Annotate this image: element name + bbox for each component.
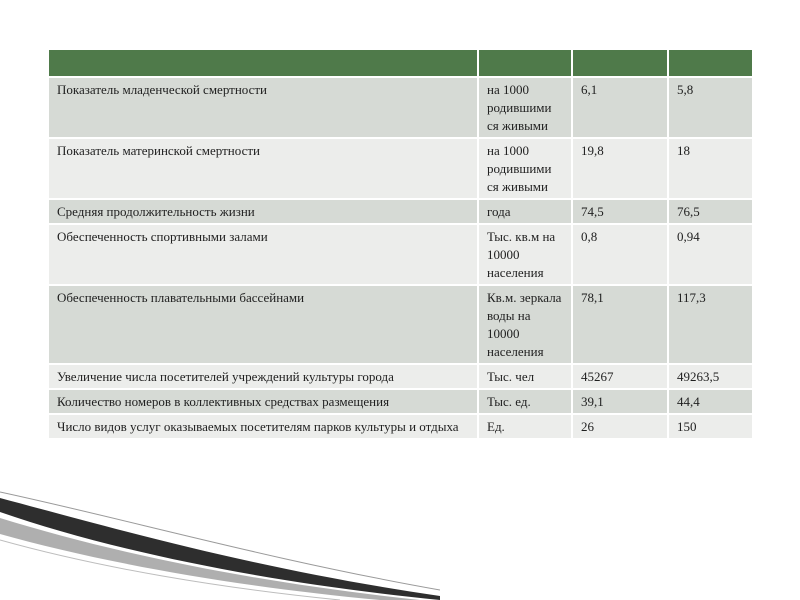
header-cell-value-2: [668, 49, 753, 77]
indicator-cell: Число видов услуг оказываемых посетителям парков культуры и отдыха: [48, 414, 478, 439]
indicator-cell: Обеспеченность спортивными залами: [48, 224, 478, 285]
unit-cell: года: [478, 199, 572, 224]
value-1-cell: 6,1: [572, 77, 668, 138]
table-row: [48, 224, 753, 285]
decorative-swoosh: [0, 490, 440, 600]
indicator-cell: Увеличение числа посетителей учреждений культуры города: [48, 364, 478, 389]
value-1-cell: 45267: [572, 364, 668, 389]
unit-cell: Кв.м. зеркала воды на 10000 населения: [478, 285, 572, 364]
indicator-cell: Обеспеченность плавательными бассейнами: [48, 285, 478, 364]
value-2-cell: 44,4: [668, 389, 753, 414]
value-1-cell: 78,1: [572, 285, 668, 364]
value-2-cell: 0,94: [668, 224, 753, 285]
unit-cell: Ед.: [478, 414, 572, 439]
unit-cell: Тыс. ед.: [478, 389, 572, 414]
value-2-cell: 117,3: [668, 285, 753, 364]
value-2-cell: 49263,5: [668, 364, 753, 389]
value-2-cell: 5,8: [668, 77, 753, 138]
unit-cell: Тыс. чел: [478, 364, 572, 389]
table-row: [48, 138, 753, 199]
unit-cell: Тыс. кв.м на 10000 населения: [478, 224, 572, 285]
table-row: [48, 414, 753, 439]
table-row: [48, 389, 753, 414]
value-1-cell: 0,8: [572, 224, 668, 285]
value-1-cell: 26: [572, 414, 668, 439]
header-cell-indicator: [48, 49, 478, 77]
value-1-cell: 39,1: [572, 389, 668, 414]
table-row: [48, 364, 753, 389]
table-row: [48, 77, 753, 138]
indicator-cell: Средняя продолжительность жизни: [48, 199, 478, 224]
unit-cell: на 1000 родившими ся живыми: [478, 138, 572, 199]
value-2-cell: 18: [668, 138, 753, 199]
header-cell-unit: [478, 49, 572, 77]
table-row: [48, 285, 753, 364]
indicator-cell: Показатель материнской смертности: [48, 138, 478, 199]
value-1-cell: 74,5: [572, 199, 668, 224]
data-table: [47, 48, 754, 440]
unit-cell: на 1000 родившими ся живыми: [478, 77, 572, 138]
indicator-cell: Показатель младенческой смертности: [48, 77, 478, 138]
table-row: [48, 199, 753, 224]
value-1-cell: 19,8: [572, 138, 668, 199]
table-header-row: [48, 49, 753, 77]
indicator-cell: Количество номеров в коллективных средствах размещения: [48, 389, 478, 414]
value-2-cell: 150: [668, 414, 753, 439]
value-2-cell: 76,5: [668, 199, 753, 224]
header-cell-value-1: [572, 49, 668, 77]
